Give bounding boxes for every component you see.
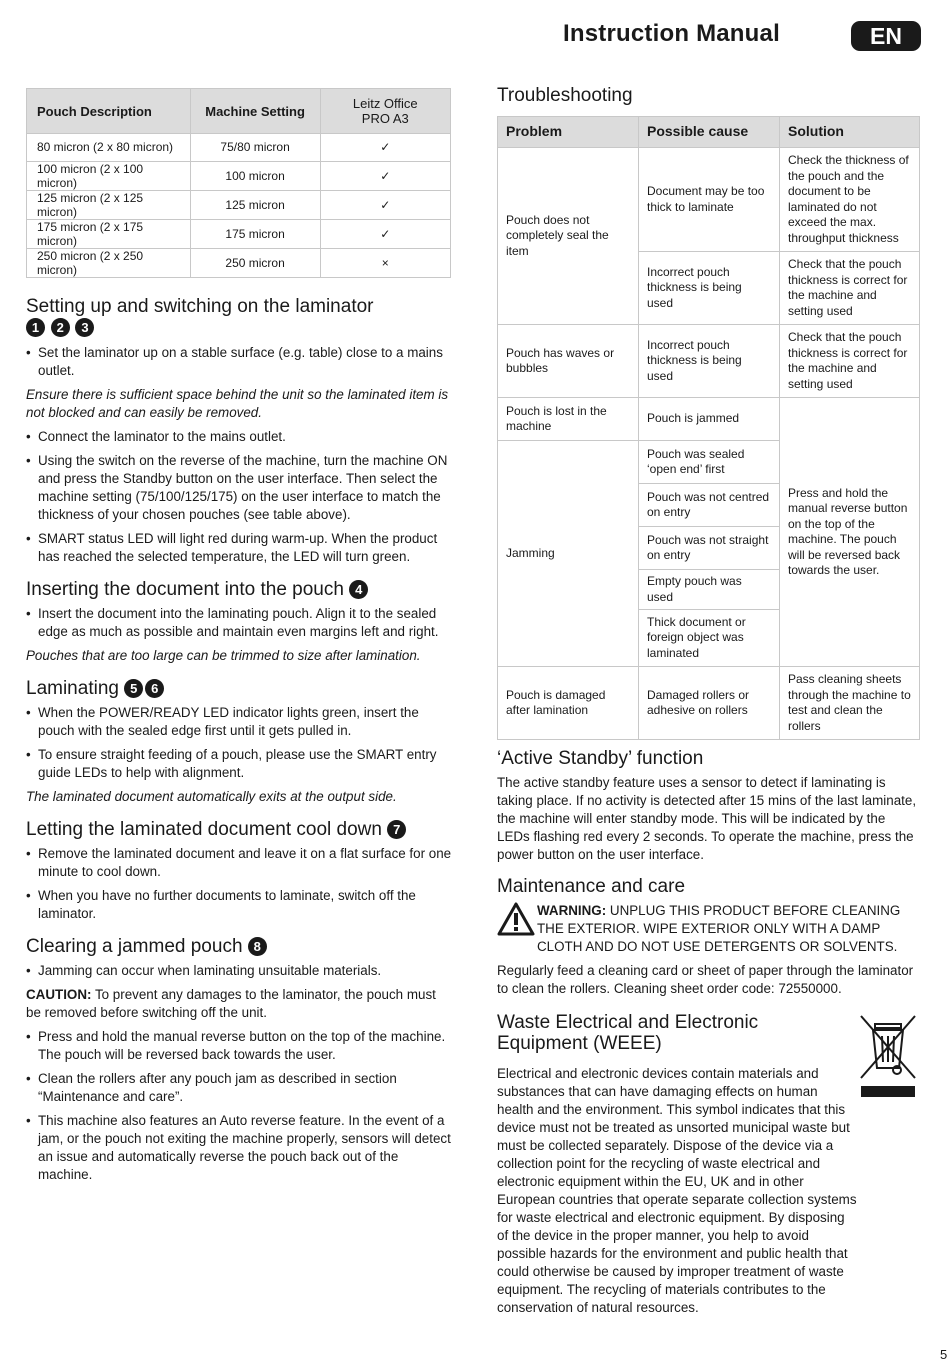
table-row: [498, 148, 920, 252]
body-text: The active standby feature uses a sensor to detect if laminating is taking place. If no activity is detected after 15 mins of the last laminate, the machine will enter standby mode. This will be indicated by the LEDs flashing red every 2 seconds. To operate the machine, press the power button on the user interface.: [497, 775, 917, 862]
table-cell: 75/80 micron: [190, 134, 320, 162]
maintenance-section: [497, 878, 921, 998]
cooling-section: [26, 820, 452, 923]
step-number: 3: [75, 318, 94, 337]
table-cell: Pouch has waves or bubbles: [498, 325, 639, 398]
table-cell: Empty pouch was used: [639, 570, 780, 610]
step-number: 8: [248, 937, 267, 956]
list-item: • Insert the document into the laminating pouch. Align it to the sealed edge as much as possible and maintain even margins left and right.: [38, 605, 452, 641]
check-icon: ✓: [320, 219, 450, 248]
table-header-row: [498, 117, 920, 148]
table-cell: Pouch is damaged after lamination: [498, 667, 639, 740]
step-number: 5: [124, 679, 143, 698]
section-heading: Maintenance and care: [497, 876, 686, 897]
body-text: Electrical and electronic devices contain materials and substances that can have damaging effects on human health and the environment. This symbol indicates that this device must not be treated as unsorted municipal waste but must be collected separately. Dispose of the device via a collection point for the recycling of waste electrical and electronic equipment within the EU, UK and in other European countries that operate separate collection systems for waste electrical and electronic equipment. By disposing of the device in the proper manner, you help to avoid possible hazards for the environment and public health that could otherwise be caused by improper treatment of waste equipment. The recycling of materials contributes to the conservation of natural resources.: [497, 1066, 857, 1315]
body-text: Regularly feed a cleaning card or sheet of paper through the laminator to clean the rollers. Cleaning sheet order code: 72550000.: [497, 963, 914, 996]
weee-section: [497, 1012, 921, 1317]
table-cell: Document may be too thick to laminate: [639, 148, 780, 252]
list-item: • Remove the laminated document and leave it on a flat surface for one minute to cool down.: [38, 845, 452, 881]
column-header: Leitz Office PRO A3: [320, 89, 450, 134]
table-cell: Press and hold the manual reverse button on the top of the machine. The pouch will be reversed back towards the user.: [780, 398, 920, 667]
step-number: 2: [51, 318, 70, 337]
section-heading: Troubleshooting: [497, 85, 633, 106]
list-item: • Jamming can occur when laminating unsuitable materials.: [38, 962, 452, 980]
table-row: [498, 667, 920, 740]
language-badge: EN: [851, 21, 921, 51]
section-heading: Letting the laminated document cool down 7: [26, 820, 452, 839]
bullet-list: [26, 428, 452, 566]
table-cell: 80 micron (2 x 80 micron): [27, 134, 191, 162]
right-column: [497, 750, 921, 1331]
table-cell: 175 micron: [190, 219, 320, 248]
table-header-row: [27, 89, 451, 134]
table-cell: 125 micron (2 x 125 micron): [27, 190, 191, 219]
column-header: Solution: [780, 117, 920, 148]
list-item: • SMART status LED will light red during warm-up. When the product has reached the selected temperature, the LED will turn green.: [38, 530, 452, 566]
troubleshooting-table: [497, 116, 920, 740]
column-header: Problem: [498, 117, 639, 148]
note-text: Ensure there is sufficient space behind the unit so the laminated item is not blocked and can easily be removed.: [26, 387, 449, 420]
section-heading: Clearing a jammed pouch 8: [26, 937, 452, 956]
table-cell: Pouch does not completely seal the item: [498, 148, 639, 325]
table-cell: Incorrect pouch thickness is being used: [639, 325, 780, 398]
table-cell: Check the thickness of the pouch and the document to be laminated do not exceed the max. throughput thickness: [780, 148, 920, 252]
page-title: Instruction Manual: [563, 20, 780, 47]
step-number: 6: [145, 679, 164, 698]
table-cell: Thick document or foreign object was laminated: [639, 610, 780, 667]
caution-text: CAUTION: To prevent any damages to the laminator, the pouch must be removed before switching off the unit.: [26, 987, 436, 1020]
left-column: [26, 298, 452, 1198]
table-cell: Pouch was not centred on entry: [639, 484, 780, 527]
table-cell: Pouch is jammed: [639, 398, 780, 441]
list-item: • To ensure straight feeding of a pouch, please use the SMART entry guide LEDs to help with alignment.: [38, 746, 452, 782]
table-cell: Pouch is lost in the machine: [498, 398, 639, 441]
list-item: • When the POWER/READY LED indicator lights green, insert the pouch with the sealed edge first until it gets pulled in.: [38, 704, 452, 740]
table-cell: 250 micron (2 x 250 micron): [27, 248, 191, 277]
laminating-section: [26, 679, 452, 806]
table-cell: 175 micron (2 x 175 micron): [27, 219, 191, 248]
section-heading: Inserting the document into the pouch 4: [26, 580, 452, 599]
crossed-out-bin-icon: [857, 1012, 919, 1103]
standby-section: [497, 750, 921, 864]
bullet-list: [26, 344, 452, 380]
table-cell: Jamming: [498, 441, 639, 667]
table-cell: 125 micron: [190, 190, 320, 219]
check-icon: ✓: [320, 190, 450, 219]
table-row: [27, 190, 451, 219]
list-item: • Using the switch on the reverse of the machine, turn the machine ON and press the Standby button on the user interface. Then select the machine setting (75/100/125/175) on the user interface to match the thickness of your chosen pouches (see table above).: [38, 452, 452, 524]
page-number: 5: [940, 1347, 948, 1362]
note-text: The laminated document automatically exits at the output side.: [26, 789, 397, 804]
table-row: [27, 134, 451, 162]
table-row: [498, 398, 920, 441]
note-text: Pouches that are too large can be trimmed to size after lamination.: [26, 648, 421, 663]
step-number: 1: [26, 318, 45, 337]
table-cell: Pouch was sealed ‘open end’ first: [639, 441, 780, 484]
table-cell: Damaged rollers or adhesive on rollers: [639, 667, 780, 740]
table-cell: Check that the pouch thickness is correct for the machine and setting used: [780, 252, 920, 325]
warning-triangle-icon: [497, 902, 537, 956]
table-row: [27, 219, 451, 248]
table-cell: Incorrect pouch thickness is being used: [639, 252, 780, 325]
table-row: [27, 161, 451, 190]
section-heading: Waste Electrical and Electronic Equipment (WEEE): [497, 1012, 759, 1054]
section-heading: Laminating 5 6: [26, 679, 452, 698]
table-cell: Pouch was not straight on entry: [639, 527, 780, 570]
step-numbers: [26, 318, 452, 338]
list-item: • This machine also features an Auto reverse feature. In the event of a jam, or the pouch not exiting the machine properly, sensors will detect an issue and automatically reverse the pouch back out of the machine.: [38, 1112, 452, 1184]
table-cell: 100 micron: [190, 161, 320, 190]
cross-icon: ×: [320, 248, 450, 277]
step-number: 4: [349, 580, 368, 599]
list-item: • When you have no further documents to laminate, switch off the laminator.: [38, 887, 452, 923]
column-header: Possible cause: [639, 117, 780, 148]
bullet-list: [26, 962, 452, 980]
table-cell: 100 micron (2 x 100 micron): [27, 161, 191, 190]
jammed-section: [26, 937, 452, 1184]
table-cell: 250 micron: [190, 248, 320, 277]
inserting-section: [26, 580, 452, 665]
list-item: • Clean the rollers after any pouch jam as described in section “Maintenance and care”.: [38, 1070, 452, 1106]
list-item: • Set the laminator up on a stable surface (e.g. table) close to a mains outlet.: [38, 344, 452, 380]
bullet-list: [26, 704, 452, 782]
bullet-list: [26, 605, 452, 641]
table-row: [27, 248, 451, 277]
section-heading: Setting up and switching on the laminator: [26, 296, 374, 317]
table-row: [498, 325, 920, 398]
pouch-settings-table: [26, 88, 451, 278]
list-item: • Connect the laminator to the mains outlet.: [38, 428, 452, 446]
table-cell: Pass cleaning sheets through the machine to test and clean the rollers: [780, 667, 920, 740]
table-cell: Check that the pouch thickness is correct for the machine and setting used: [780, 325, 920, 398]
bullet-list: [26, 845, 452, 923]
check-icon: ✓: [320, 134, 450, 162]
step-number: 7: [387, 820, 406, 839]
warning-text: WARNING: UNPLUG THIS PRODUCT BEFORE CLEANING THE EXTERIOR. WIPE EXTERIOR ONLY WITH A DAMP CLOTH AND DO NOT USE DETERGENTS OR SOLVENTS.: [537, 903, 901, 954]
warning-block: [497, 902, 921, 956]
bullet-list: [26, 1028, 452, 1184]
setup-section: [26, 298, 452, 566]
list-item: • Press and hold the manual reverse button on the top of the machine. The pouch will be reversed back towards the user.: [38, 1028, 452, 1064]
column-header: Pouch Description: [27, 89, 191, 134]
section-heading: ‘Active Standby’ function: [497, 748, 704, 769]
column-header: Machine Setting: [190, 89, 320, 134]
check-icon: ✓: [320, 161, 450, 190]
